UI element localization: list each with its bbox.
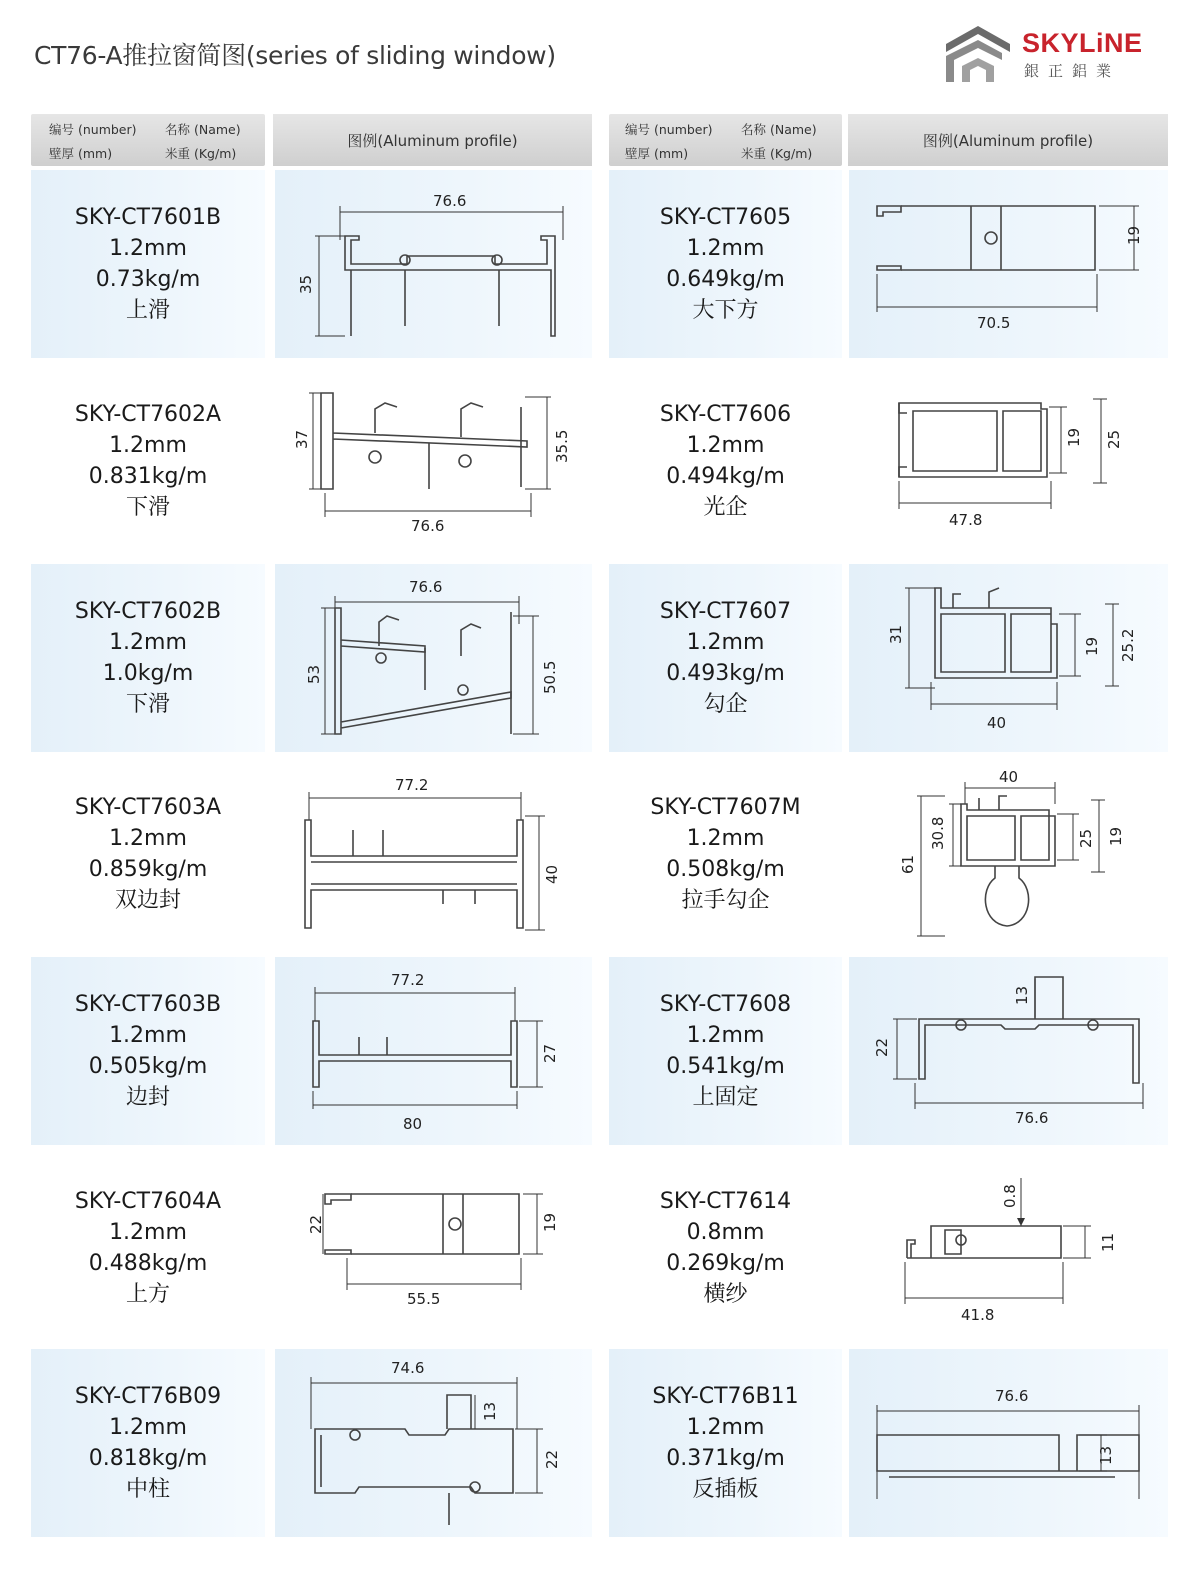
profile-name: 拉手勾企	[681, 888, 770, 913]
profile-name: 上方	[125, 1282, 170, 1307]
profile-thickness: 1.2mm	[109, 236, 187, 261]
profile-drawing	[275, 1349, 592, 1537]
profile-weight: 0.371kg/m	[666, 1446, 785, 1471]
profile-figure	[849, 957, 1168, 1145]
profile-thickness: 1.2mm	[109, 826, 187, 851]
profile-info	[609, 760, 842, 948]
profile-drawing	[275, 760, 592, 948]
profile-figure	[275, 367, 592, 555]
profile-info	[609, 1349, 842, 1537]
logo-mark-icon	[942, 22, 1014, 86]
header-thickness: 壁厚 (mm)	[625, 146, 689, 161]
profile-weight: 0.831kg/m	[88, 464, 208, 489]
logo-brand-text: SKYLiNE	[1022, 28, 1143, 58]
profile-figure	[849, 564, 1168, 752]
header-weight: 米重 (Kg/m)	[741, 146, 813, 161]
profile-info	[609, 170, 842, 358]
profile-thickness: 1.2mm	[686, 433, 765, 458]
dimension-label: 40	[999, 768, 1019, 786]
profile-info	[31, 760, 265, 948]
profile-info	[31, 1154, 265, 1342]
profile-weight: 0.493kg/m	[666, 661, 785, 686]
profile-thickness: 1.2mm	[686, 1023, 765, 1048]
profile-figure	[849, 367, 1168, 555]
dimension-label: 80	[403, 1115, 423, 1133]
dimension-label: 11	[1099, 1232, 1117, 1252]
dimension-label: 13	[481, 1401, 499, 1421]
dimension-label: 40	[987, 714, 1007, 732]
profile-thickness: 1.2mm	[109, 433, 187, 458]
profile-weight: 0.494kg/m	[666, 464, 785, 489]
dimension-label: 19	[541, 1212, 559, 1232]
profile-drawing	[849, 957, 1168, 1145]
dimension-label: 50.5	[541, 660, 559, 694]
profile-name: 大下方	[692, 298, 759, 323]
profile-weight: 0.73kg/m	[95, 267, 201, 292]
dimension-label: 27	[541, 1043, 559, 1063]
logo-sub-text: 銀正鋁業	[1024, 62, 1121, 80]
profile-code: SKY-CT7603A	[74, 795, 222, 820]
profile-weight: 0.505kg/m	[88, 1054, 208, 1079]
profile-code: SKY-CT7603B	[74, 992, 222, 1017]
profile-info	[31, 564, 265, 752]
dimension-label: 76.6	[411, 517, 445, 535]
profile-weight: 0.859kg/m	[88, 857, 208, 882]
dimension-label: 76.6	[433, 192, 467, 210]
header-name: 名称 (Name)	[741, 122, 817, 137]
profile-info	[31, 170, 265, 358]
profile-info	[31, 367, 265, 555]
dimension-label: 13	[1097, 1445, 1115, 1465]
profile-weight: 0.488kg/m	[88, 1251, 208, 1276]
profile-thickness: 1.2mm	[686, 236, 765, 261]
page-title: CT76-A推拉窗简图(series of sliding window)	[34, 41, 556, 70]
profile-drawing	[275, 957, 592, 1145]
header-thickness: 壁厚 (mm)	[49, 146, 113, 161]
header-number: 编号 (number)	[625, 122, 713, 137]
profile-drawing	[849, 760, 1168, 948]
profile-drawing	[275, 564, 592, 752]
table-row	[0, 760, 1200, 948]
profile-info	[609, 564, 842, 752]
profile-name: 下滑	[125, 495, 170, 520]
profile-figure	[275, 957, 592, 1145]
profile-figure	[275, 170, 592, 358]
table-row	[0, 957, 1200, 1145]
profile-info	[31, 1349, 265, 1537]
profile-thickness: 0.8mm	[686, 1220, 765, 1245]
profile-thickness: 1.2mm	[109, 1023, 187, 1048]
dimension-label: 22	[543, 1449, 561, 1469]
dimension-label: 77.2	[395, 776, 429, 794]
profile-name: 下滑	[125, 692, 170, 717]
dimension-label: 40	[543, 864, 561, 884]
profile-weight: 0.649kg/m	[666, 267, 785, 292]
profile-figure	[849, 1154, 1168, 1342]
dimension-label: 76.6	[1015, 1109, 1049, 1127]
profile-drawing	[849, 1349, 1168, 1537]
profile-figure	[275, 1349, 592, 1537]
profile-drawing	[849, 367, 1168, 555]
dimension-label: 35	[297, 274, 315, 294]
profile-info	[31, 957, 265, 1145]
table-row	[0, 1154, 1200, 1342]
profile-code: SKY-CT7608	[659, 992, 792, 1017]
profile-figure	[849, 170, 1168, 358]
profile-drawing	[849, 564, 1168, 752]
profile-name: 勾企	[703, 692, 748, 717]
dimension-label: 22	[307, 1214, 325, 1234]
profile-code: SKY-CT7614	[659, 1189, 792, 1214]
dimension-label: 74.6	[391, 1359, 425, 1377]
table-row	[0, 1349, 1200, 1537]
brand-logo	[942, 22, 1162, 86]
table-row	[0, 367, 1200, 555]
profile-info	[609, 1154, 842, 1342]
dimension-label: 47.8	[949, 511, 983, 529]
profile-thickness: 1.2mm	[686, 630, 765, 655]
profile-weight: 1.0kg/m	[102, 661, 194, 686]
dimension-label: 25	[1105, 429, 1123, 449]
header-weight: 米重 (Kg/m)	[165, 146, 237, 161]
dimension-label: 19	[1065, 427, 1083, 447]
dimension-label: 35.5	[553, 429, 571, 463]
profile-code: SKY-CT7605	[659, 205, 792, 230]
profile-name: 反插板	[692, 1477, 759, 1502]
profile-figure	[275, 760, 592, 948]
profile-name: 上滑	[125, 298, 170, 323]
header-meta-left	[31, 114, 265, 166]
header-figure-left: 图例(Aluminum profile)	[273, 114, 592, 166]
profile-code: SKY-CT7606	[659, 402, 792, 427]
dimension-label: 25.2	[1119, 628, 1137, 662]
header-figure-right: 图例(Aluminum profile)	[848, 114, 1168, 166]
profile-thickness: 1.2mm	[686, 1415, 765, 1440]
dimension-label: 13	[1013, 985, 1031, 1005]
profile-name: 边封	[125, 1085, 170, 1110]
profile-info	[609, 367, 842, 555]
profile-code: SKY-CT76B11	[652, 1384, 799, 1409]
dimension-label: 70.5	[977, 314, 1011, 332]
dimension-label: 41.8	[961, 1306, 995, 1324]
profile-code: SKY-CT7607	[659, 599, 792, 624]
dimension-label: 76.6	[995, 1387, 1029, 1405]
profile-code: SKY-CT7604A	[74, 1189, 222, 1214]
dimension-label: 53	[305, 664, 323, 684]
profile-thickness: 1.2mm	[109, 1220, 187, 1245]
header-name: 名称 (Name)	[165, 122, 241, 137]
dimension-label: 19	[1125, 225, 1143, 245]
table-row	[0, 170, 1200, 358]
dimension-label: 77.2	[391, 971, 425, 989]
table-row	[0, 564, 1200, 752]
profile-weight: 0.508kg/m	[666, 857, 785, 882]
profile-name: 中柱	[125, 1477, 170, 1502]
dimension-label: 37	[293, 429, 311, 449]
dimension-label: 31	[887, 624, 905, 644]
profile-info	[609, 957, 842, 1145]
dimension-label: 22	[873, 1037, 891, 1057]
profile-figure	[275, 1154, 592, 1342]
profile-figure	[275, 564, 592, 752]
profile-code: SKY-CT7602B	[74, 599, 222, 624]
profile-drawing	[275, 170, 592, 358]
profile-name: 双边封	[114, 888, 181, 913]
profile-name: 上固定	[692, 1085, 759, 1110]
profile-name: 横纱	[703, 1282, 748, 1307]
dimension-label: 25	[1077, 828, 1095, 848]
dimension-label: 76.6	[409, 578, 443, 596]
dimension-label: 30.8	[929, 816, 947, 850]
dimension-label: 55.5	[407, 1290, 441, 1308]
header-number: 编号 (number)	[49, 122, 137, 137]
profile-code: SKY-CT76B09	[74, 1384, 222, 1409]
dimension-label: 0.8	[1001, 1184, 1019, 1208]
header-meta-right	[609, 114, 842, 166]
dimension-label: 19	[1107, 826, 1125, 846]
profile-code: SKY-CT7607M	[650, 795, 801, 820]
profile-weight: 0.541kg/m	[666, 1054, 785, 1079]
profile-figure	[849, 760, 1168, 948]
profile-thickness: 1.2mm	[109, 1415, 187, 1440]
profile-code: SKY-CT7602A	[74, 402, 222, 427]
profile-name: 光企	[703, 495, 748, 520]
profile-weight: 0.818kg/m	[88, 1446, 208, 1471]
profile-drawing	[849, 1154, 1168, 1342]
dimension-label: 61	[899, 854, 917, 874]
profile-drawing	[275, 367, 592, 555]
profile-drawing	[275, 1154, 592, 1342]
profile-figure	[849, 1349, 1168, 1537]
profile-code: SKY-CT7601B	[74, 205, 222, 230]
dimension-label: 19	[1083, 636, 1101, 656]
profile-drawing	[849, 170, 1168, 358]
profile-thickness: 1.2mm	[109, 630, 187, 655]
profile-thickness: 1.2mm	[686, 826, 765, 851]
profile-weight: 0.269kg/m	[666, 1251, 785, 1276]
